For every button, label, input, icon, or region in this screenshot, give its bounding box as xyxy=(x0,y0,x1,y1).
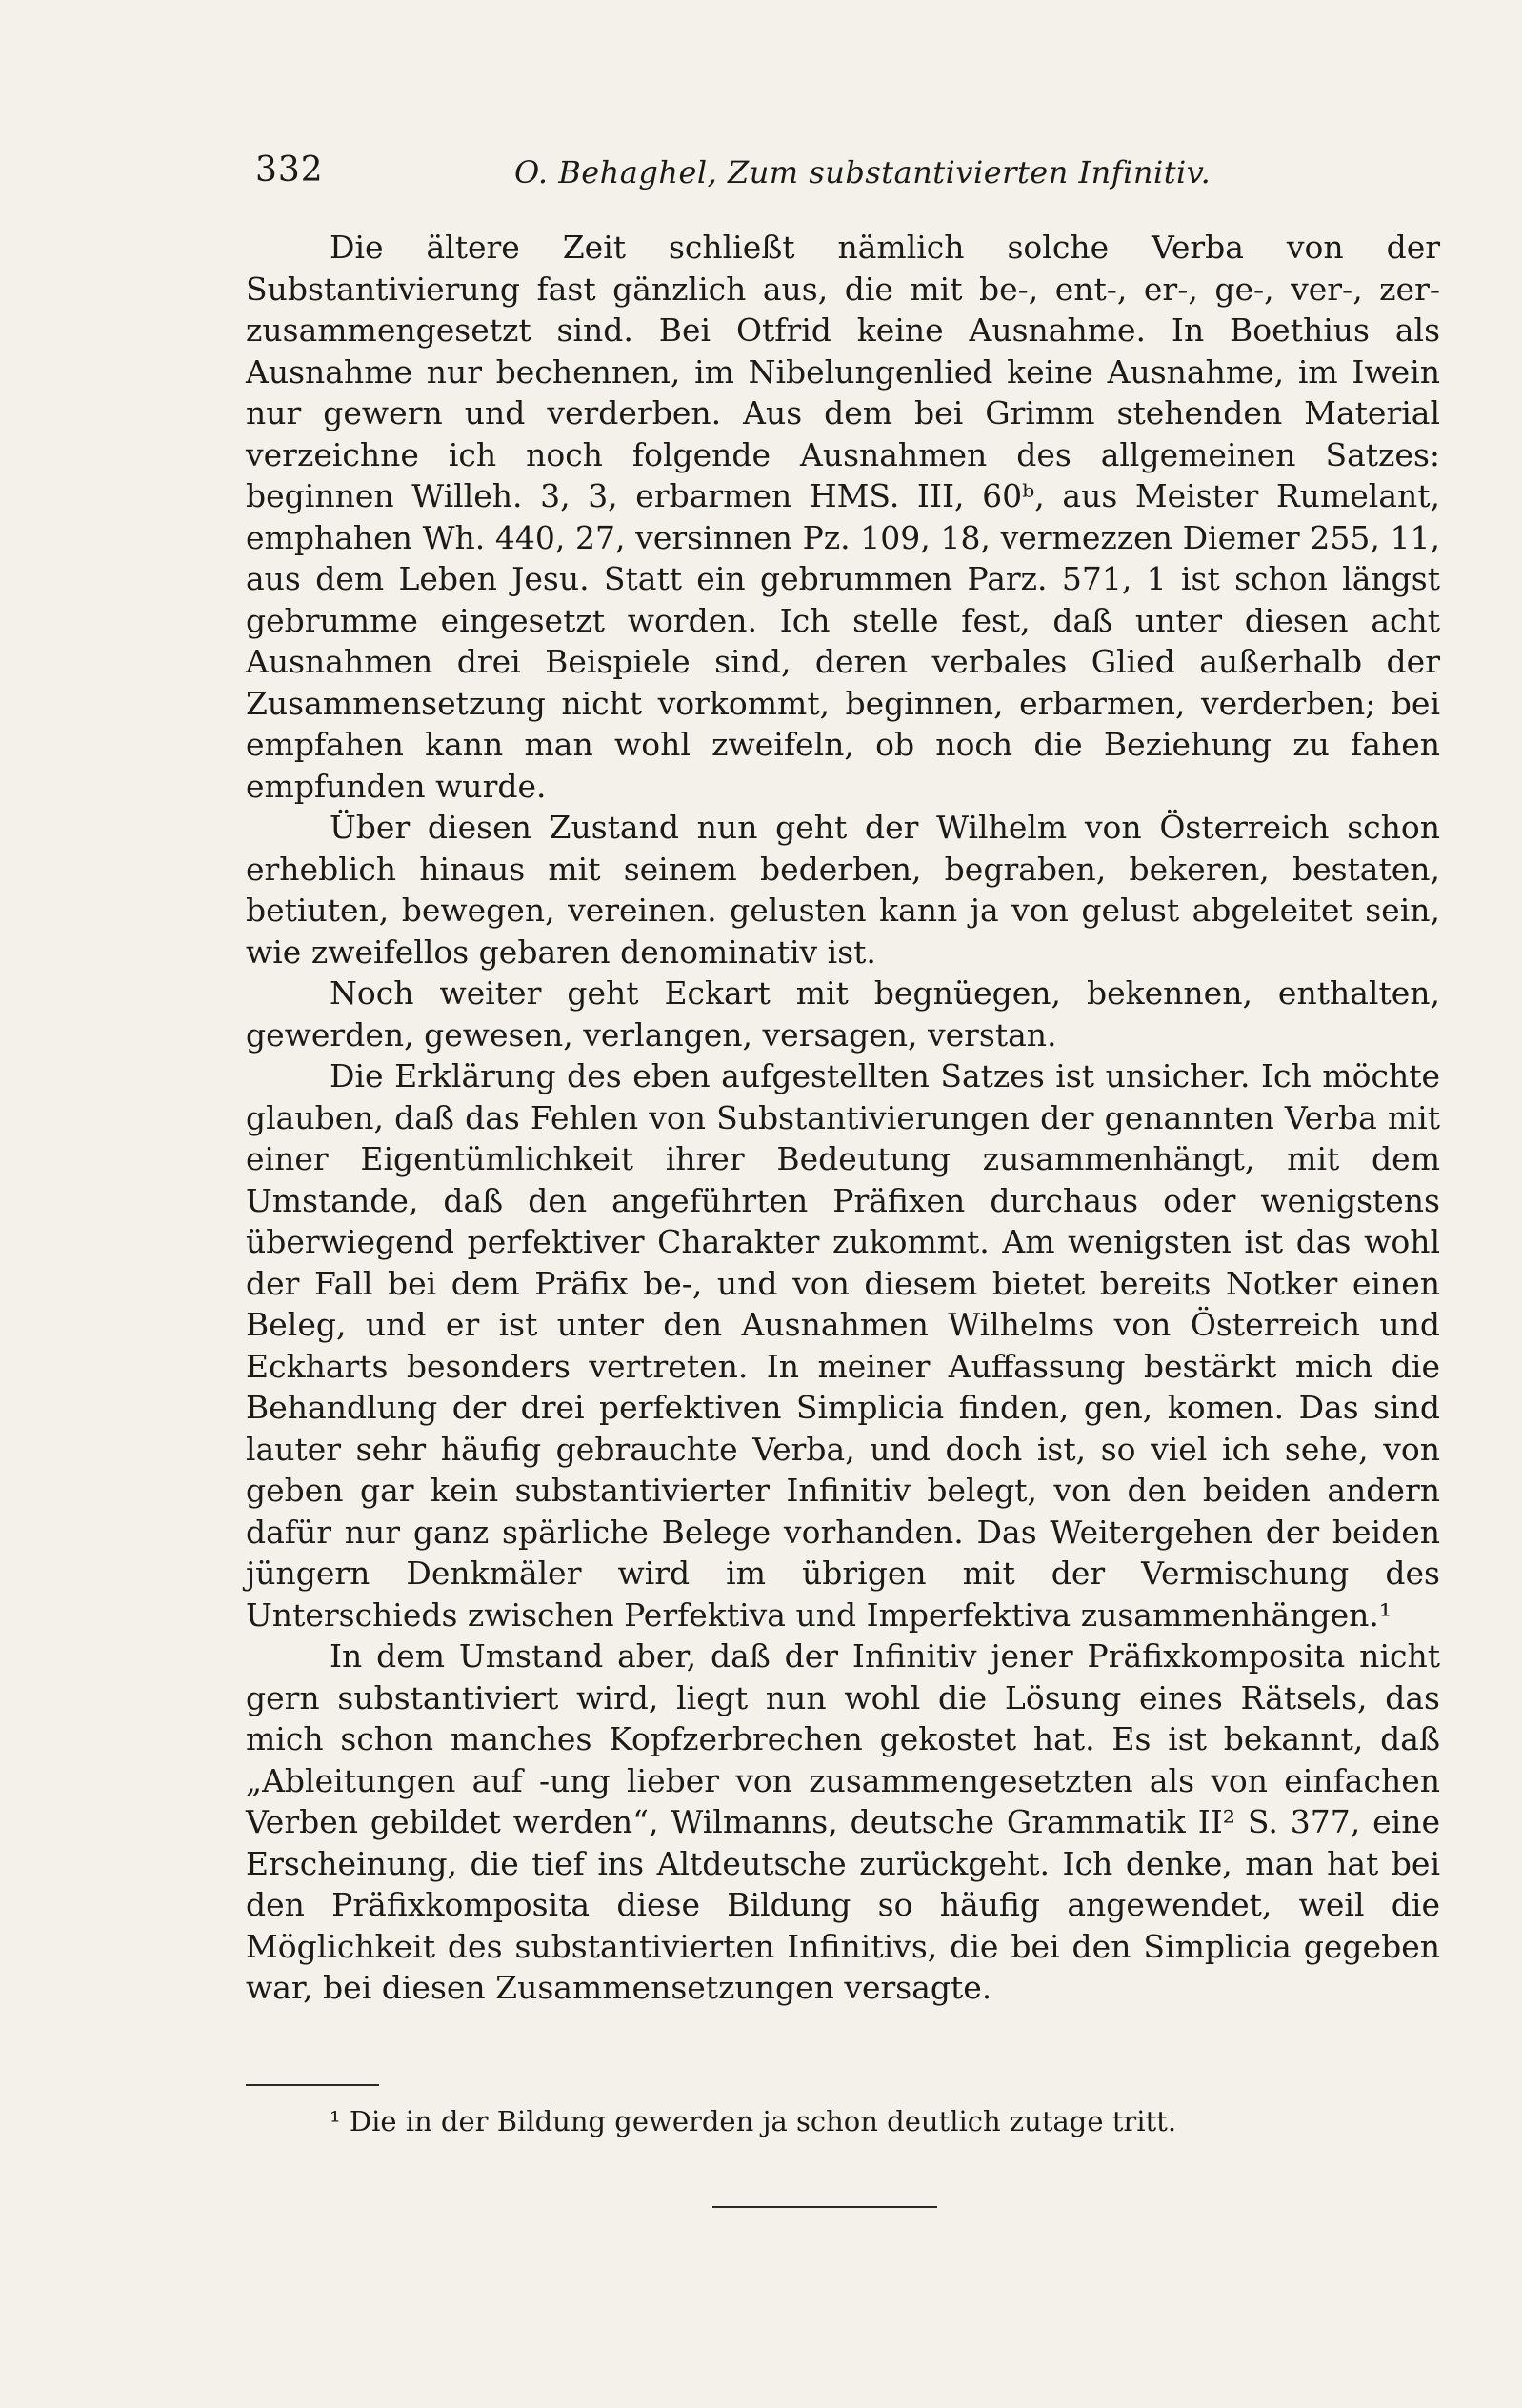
footnote-area xyxy=(246,2084,1440,2139)
paragraph-2: Über diesen Zustand nun geht der Wilhelm von Österreich schon erheblich hinaus mit seinem bederben, begraben, bekeren, bestaten, betiuten, bewegen, vereinen. gelusten kann ja von gelust abgeleitet sein, wie zweifellos gebaren denominativ ist. xyxy=(246,809,1440,971)
page-header xyxy=(255,150,1446,208)
paragraph-3: Noch weiter geht Eckart mit begnüegen, bekennen, enthalten, gewerden, gewesen, verlangen, versagen, verstan. xyxy=(246,974,1440,1054)
paragraph-1: Die ältere Zeit schließt nämlich solche Verba von der Substantivierung fast gänzlich aus, die mit be-, ent-, er-, ge-, ver-, zer- zusammengesetzt sind. Bei Otfrid keine Ausnahme. In Boethius als Ausnahme nur bechennen, im Nibelungenlied keine Ausnahme, im Iwein nur gewern und verderben. Aus dem bei Grimm stehenden Material verzeichne ich noch folgende Ausnahmen des allgemeinen Satzes: beginnen Willeh. 3, 3, erbarmen HMS. III, 60ᵇ, aus Meister Rumelant, emphahen Wh. 440, 27, versinnen Pz. 109, 18, vermezzen Diemer 255, 11, aus dem Leben Jesu. Statt ein gebrummen Parz. 571, 1 ist schon längst gebrumme eingesetzt worden. Ich stelle fest, daß unter diesen acht Ausnahmen drei Beispiele sind, deren verbales Glied außerhalb der Zusammensetzung nicht vorkommt, beginnen, erbarmen, verderben; bei empfahen kann man wohl zweifeln, ob noch die Beziehung zu fahen empfunden wurde. xyxy=(246,229,1440,805)
footnote-1: ¹ Die in der Bildung gewerden ja schon deutlich zutage tritt. xyxy=(330,2105,1177,2137)
paragraph-4: Die Erklärung des eben aufgestellten Satzes ist unsicher. Ich möchte glauben, daß das Fehlen von Substantivierungen der genannten Verba mit einer Eigentümlichkeit ihrer Bedeutung zusammenhängt, mit dem Umstande, daß den angeführten Präfixen durchaus oder wenigstens überwiegend perfektiver Charakter zukommt. Am wenigsten ist das wohl der Fall bei dem Präfix be-, und von diesem bietet bereits Notker einen Beleg, und er ist unter den Ausnahmen Wilhelms von Österreich und Eckharts besonders vertreten. In meiner Auffassung bestärkt mich die Behandlung der drei perfektiven Simplicia finden, gen, komen. Das sind lauter sehr häufig gebrauchte Verba, und doch ist, so viel ich sehe, von geben gar kein substantivierter Infinitiv belegt, von den beiden andern dafür nur ganz spärliche Belege vorhanden. Das Weitergehen der beiden jüngern Denkmäler wird im übrigen mit der Vermischung des Unterschieds zwischen Perfektiva und Imperfektiva zusammenhängen.¹ xyxy=(246,1057,1440,1634)
page-number: 332 xyxy=(255,150,324,190)
running-title: O. Behaghel, Zum substantivierten Infinitiv. xyxy=(514,154,1212,191)
paragraph-5: In dem Umstand aber, daß der Infinitiv jener Präfixkomposita nicht gern substantiviert wird, liegt nun wohl die Lösung eines Rätsels, das mich schon manches Kopfzerbrechen gekostet hat. Es ist bekannt, daß „Ableitungen auf -ung lieber von zusammengesetzten als von einfachen Verben gebildet werden“, Wilmanns, deutsche Grammatik II² S. 377, eine Erscheinung, die tief ins Altdeutsche zurückgeht. Ich denke, man hat bei den Präfixkomposita diese Bildung so häufig angewendet, weil die Möglichkeit des substantivierten Infinitivs, die bei den Simplicia gegeben war, bei diesen Zusammensetzungen versagte. xyxy=(246,1637,1440,2006)
end-rule xyxy=(712,2206,937,2208)
body-text xyxy=(246,227,1440,2009)
footnote-divider xyxy=(246,2084,379,2086)
